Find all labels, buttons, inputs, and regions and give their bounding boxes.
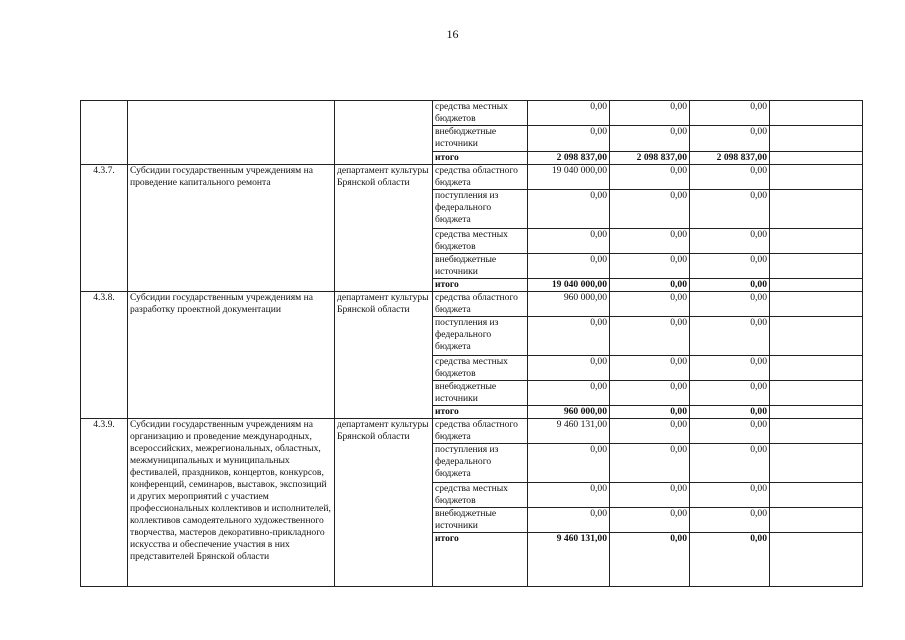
funding-source: средства областного бюджета	[433, 419, 528, 444]
amount-v2: 0,00	[610, 444, 690, 483]
funding-source: средства местных бюджетов	[433, 101, 528, 126]
empty-cell	[770, 356, 863, 381]
funding-source: итого	[433, 533, 528, 587]
amount-v2: 0,00	[610, 356, 690, 381]
funding-source: средства областного бюджета	[433, 165, 528, 190]
empty-cell	[770, 533, 863, 587]
amount-v2: 0,00	[610, 508, 690, 533]
amount-v3: 0,00	[690, 165, 770, 190]
item-title: Субсидии государственным учреждениям на проведение капитального ремонта	[128, 165, 335, 292]
amount-v1: 0,00	[528, 101, 610, 126]
item-title	[128, 101, 335, 165]
empty-cell	[770, 152, 863, 165]
amount-v3: 0,00	[690, 229, 770, 254]
amount-v3: 0,00	[690, 101, 770, 126]
amount-v2: 0,00	[610, 229, 690, 254]
budget-table	[80, 100, 863, 587]
funding-source: поступления из федерального бюджета	[433, 444, 528, 483]
table-body	[81, 101, 863, 587]
amount-v1: 9 460 131,00	[528, 533, 610, 587]
funding-source: поступления из федерального бюджета	[433, 317, 528, 356]
empty-cell	[770, 292, 863, 317]
amount-v3: 0,00	[690, 356, 770, 381]
amount-v1: 0,00	[528, 317, 610, 356]
funding-source: итого	[433, 406, 528, 419]
amount-v3: 2 098 837,00	[690, 152, 770, 165]
amount-v2: 0,00	[610, 101, 690, 126]
item-code	[81, 101, 128, 165]
amount-v2: 0,00	[610, 279, 690, 292]
empty-cell	[770, 190, 863, 229]
funding-source: внебюджетные источники	[433, 381, 528, 406]
amount-v3: 0,00	[690, 444, 770, 483]
amount-v2: 0,00	[610, 381, 690, 406]
amount-v1: 960 000,00	[528, 292, 610, 317]
item-department: департамент культуры Брянской области	[335, 419, 433, 587]
table-row	[81, 419, 863, 444]
amount-v1: 19 040 000,00	[528, 165, 610, 190]
empty-cell	[770, 165, 863, 190]
empty-cell	[770, 444, 863, 483]
funding-source: внебюджетные источники	[433, 126, 528, 152]
amount-v1: 0,00	[528, 483, 610, 508]
item-code: 4.3.8.	[81, 292, 128, 419]
empty-cell	[770, 229, 863, 254]
empty-cell	[770, 419, 863, 444]
funding-source: средства местных бюджетов	[433, 229, 528, 254]
empty-cell	[770, 279, 863, 292]
page-number: 16	[446, 27, 459, 41]
amount-v1: 0,00	[528, 229, 610, 254]
amount-v2: 0,00	[610, 317, 690, 356]
table-row	[81, 101, 863, 126]
amount-v3: 0,00	[690, 126, 770, 152]
funding-source: средства местных бюджетов	[433, 356, 528, 381]
funding-source: внебюджетные источники	[433, 254, 528, 279]
amount-v3: 0,00	[690, 406, 770, 419]
amount-v1: 0,00	[528, 508, 610, 533]
empty-cell	[770, 101, 863, 126]
amount-v3: 0,00	[690, 483, 770, 508]
item-department: департамент культуры Брянской области	[335, 292, 433, 419]
funding-source: внебюджетные источники	[433, 508, 528, 533]
amount-v1: 0,00	[528, 381, 610, 406]
item-code: 4.3.7.	[81, 165, 128, 292]
amount-v3: 0,00	[690, 381, 770, 406]
amount-v2: 0,00	[610, 126, 690, 152]
amount-v3: 0,00	[690, 317, 770, 356]
amount-v1: 0,00	[528, 356, 610, 381]
amount-v2: 2 098 837,00	[610, 152, 690, 165]
funding-source: итого	[433, 279, 528, 292]
amount-v1: 9 460 131,00	[528, 419, 610, 444]
amount-v1: 0,00	[528, 126, 610, 152]
amount-v2: 0,00	[610, 254, 690, 279]
amount-v2: 0,00	[610, 165, 690, 190]
funding-source: итого	[433, 152, 528, 165]
amount-v3: 0,00	[690, 419, 770, 444]
item-title: Субсидии государственным учреждениям на организацию и проведение международных, всероссийских, межрегиональных, областных, межмуниципальных и муниципальных фестивалей, праздников, концертов, конкурсов, конференций, семинаров, выставок, экспозиций и других мероприятий с участием профессиональных коллективов и исполнителей, коллективов самодеятельного художественного творчества, мастеров декоративно-прикладного искусства и обеспечение участия в них представителей Брянской области	[128, 419, 335, 587]
amount-v3: 0,00	[690, 279, 770, 292]
amount-v1: 0,00	[528, 190, 610, 229]
table-row	[81, 165, 863, 190]
amount-v1: 0,00	[528, 254, 610, 279]
amount-v2: 0,00	[610, 419, 690, 444]
amount-v2: 0,00	[610, 483, 690, 508]
empty-cell	[770, 317, 863, 356]
empty-cell	[770, 508, 863, 533]
amount-v3: 0,00	[690, 508, 770, 533]
amount-v3: 0,00	[690, 292, 770, 317]
amount-v1: 19 040 000,00	[528, 279, 610, 292]
item-department: департамент культуры Брянской области	[335, 165, 433, 292]
empty-cell	[770, 381, 863, 406]
amount-v2: 0,00	[610, 292, 690, 317]
item-title: Субсидии государственным учреждениям на разработку проектной документации	[128, 292, 335, 419]
empty-cell	[770, 483, 863, 508]
amount-v2: 0,00	[610, 190, 690, 229]
amount-v2: 0,00	[610, 406, 690, 419]
funding-source: средства областного бюджета	[433, 292, 528, 317]
amount-v1: 2 098 837,00	[528, 152, 610, 165]
funding-source: поступления из федерального бюджета	[433, 190, 528, 229]
amount-v3: 0,00	[690, 533, 770, 587]
item-department	[335, 101, 433, 165]
item-code: 4.3.9.	[81, 419, 128, 587]
table-row	[81, 292, 863, 317]
funding-source: средства местных бюджетов	[433, 483, 528, 508]
amount-v1: 0,00	[528, 444, 610, 483]
empty-cell	[770, 406, 863, 419]
amount-v3: 0,00	[690, 190, 770, 229]
amount-v1: 960 000,00	[528, 406, 610, 419]
amount-v2: 0,00	[610, 533, 690, 587]
empty-cell	[770, 126, 863, 152]
amount-v3: 0,00	[690, 254, 770, 279]
empty-cell	[770, 254, 863, 279]
